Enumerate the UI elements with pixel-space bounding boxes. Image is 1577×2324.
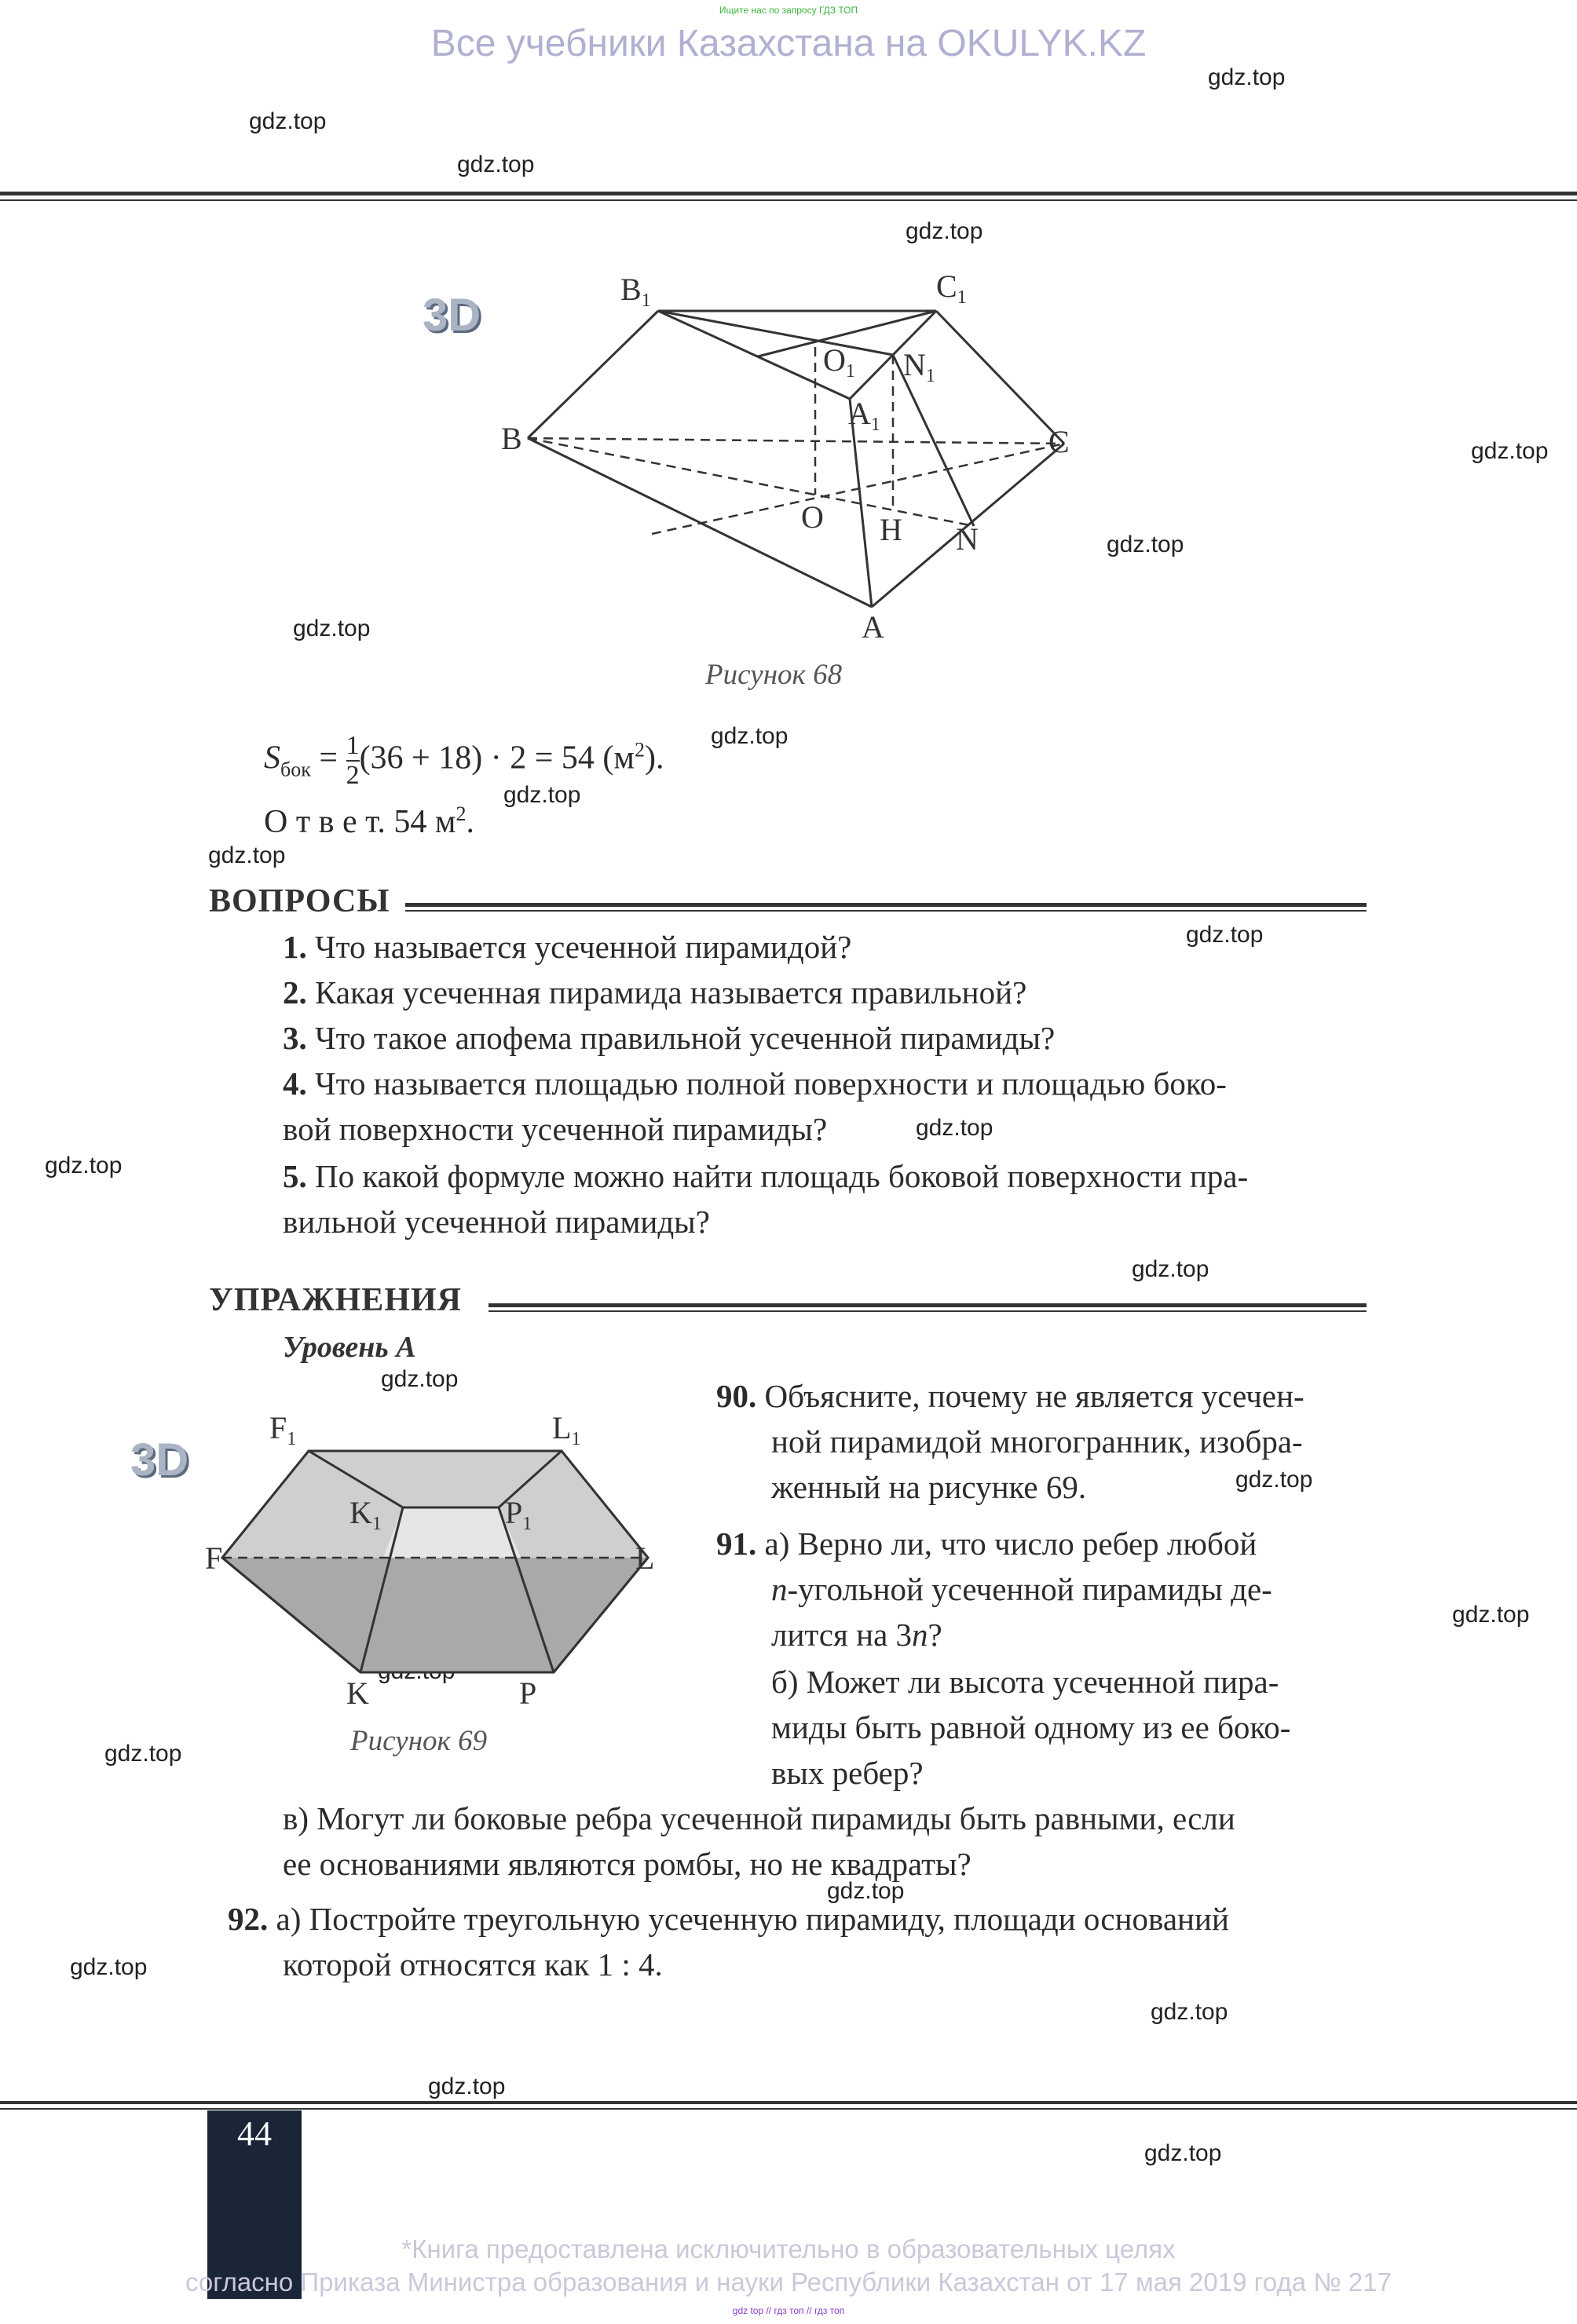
footer-links[interactable]: gdz top // гдз топ // гдз топ: [732, 2305, 845, 2316]
watermark: gdz.top: [1471, 438, 1549, 464]
watermark: gdz.top: [1235, 1467, 1313, 1493]
watermark: gdz.top: [1151, 1999, 1228, 2025]
answer-line: О т в е т. 54 $м^2$.: [264, 802, 474, 840]
label-B1: $B_1$: [620, 272, 651, 311]
watermark: gdz.top: [208, 842, 286, 868]
exercise-92-cont: которой относятся как 1 : 4.: [283, 1946, 663, 1982]
figure-69-caption: Рисунок 69: [350, 1725, 488, 1757]
watermark: gdz.top: [1452, 1602, 1530, 1628]
footer-disclaimer: *Книга предоставлена исключительно в образовательных целях: [401, 2234, 1176, 2264]
label-C1: $C_1$: [936, 269, 967, 308]
watermark: gdz.top: [503, 782, 581, 808]
exercise-91v: в) Могут ли боковые ребра усеченной пирамиды быть равными, если: [283, 1800, 1235, 1836]
watermark: gdz.top: [1107, 532, 1184, 557]
label-N: N: [956, 521, 979, 557]
watermark: gdz.top: [916, 1115, 993, 1141]
edge-BC-hidden: [528, 438, 1064, 444]
label-B: B: [501, 421, 522, 456]
3d-icon: 3D: [423, 290, 481, 341]
label-O1: $O_1$: [823, 342, 855, 382]
label-P1: $P_1$: [505, 1495, 532, 1534]
exercise-91a-cont: лится на 3n?: [771, 1617, 942, 1653]
watermark: gdz.top: [1208, 64, 1286, 90]
label-L1: $L_1$: [552, 1410, 581, 1449]
questions-heading: ВОПРОСЫ: [209, 883, 390, 919]
bottom-rule-thick: [0, 2101, 1577, 2104]
question-5: 5. По какой формуле можно найти площадь боковой поверхности пра-: [283, 1158, 1249, 1194]
top-rule-thin: [0, 199, 1577, 201]
label-K1: $K_1$: [349, 1495, 382, 1534]
label-N1: $N_1$: [903, 347, 935, 386]
exercise-90-cont: ной пирамидой многогранник, изобра-: [771, 1423, 1303, 1460]
label-F1: $F_1$: [269, 1410, 297, 1449]
footer-order: согласно Приказа Министра образования и науки Республики Казахстан от 17 мая 2019 года № 217: [185, 2267, 1392, 2297]
question-2: 2. Какая усеченная пирамида называется правильной?: [283, 974, 1027, 1010]
3d-icon: 3D: [130, 1434, 189, 1485]
exercise-91a-cont: n-угольной усеченной пирамиды де-: [771, 1571, 1272, 1607]
watermark: gdz.top: [104, 1741, 182, 1767]
exercises-rule: [488, 1303, 1367, 1307]
watermark: gdz.top: [45, 1153, 123, 1178]
watermark: gdz.top: [906, 218, 983, 244]
edge-CC1: [936, 311, 1064, 444]
exercise-91a: 91. а) Верно ли, что число ребер любой: [716, 1526, 1257, 1562]
label-A: A: [862, 609, 884, 645]
bottom-rule-thin: [0, 2108, 1577, 2110]
formula-lateral-area: $S_{бок}$ = $\frac{1}{2}$ (36 + 18) · 2 = 54 $(м^2)$.: [264, 731, 664, 790]
level-label: Уровень А: [283, 1331, 416, 1364]
watermark: gdz.top: [293, 616, 371, 641]
label-O: O: [801, 499, 824, 535]
question-3: 3. Что такое апофема правильной усеченной пирамиды?: [283, 1020, 1056, 1056]
exercise-91b-cont: вых ребер?: [771, 1755, 924, 1791]
edge-B1A1: [658, 311, 850, 399]
figure-68-frustum: [487, 259, 1131, 652]
exercise-90: 90. Объясните, почему не является усечен-: [716, 1378, 1304, 1414]
watermark: gdz.top: [1186, 922, 1264, 948]
question-4: 4. Что называется площадью полной поверхности и площадью боко-: [283, 1065, 1227, 1102]
site-title[interactable]: Все учебники Казахстана на OKULYK.KZ: [430, 23, 1147, 64]
exercise-91b: б) Может ли высота усеченной пира-: [771, 1664, 1279, 1700]
exercise-91v-cont: ее основаниями являются ромбы, но не квадраты?: [283, 1846, 971, 1882]
questions-rule-thin: [405, 910, 1367, 912]
exercise-91b-cont: миды быть равной одному из ее боко-: [771, 1709, 1291, 1745]
label-F: F: [205, 1540, 223, 1576]
label-C: C: [1048, 424, 1070, 459]
question-5-cont: вильной усеченной пирамиды?: [283, 1204, 710, 1240]
top-note: Ищите нас по запросу ГДЗ ТОП: [719, 5, 858, 16]
exercises-rule-thin: [488, 1310, 1367, 1312]
questions-rule: [405, 903, 1367, 907]
label-H: H: [880, 512, 902, 547]
watermark: gdz.top: [428, 2074, 506, 2099]
label-A1: $A_1$: [848, 396, 880, 435]
top-rule-thick: [0, 192, 1577, 195]
page-number: 44: [237, 2114, 272, 2153]
exercises-heading: УПРАЖНЕНИЯ: [209, 1282, 462, 1318]
watermark: gdz.top: [70, 1954, 148, 1980]
exercise-92: 92. а) Постройте треугольную усеченную пирамиду, площади оснований: [228, 1901, 1229, 1937]
label-K: K: [346, 1675, 369, 1711]
watermark: gdz.top: [711, 723, 788, 749]
watermark: gdz.top: [457, 152, 535, 177]
exercise-90-cont: женный на рисунке 69.: [771, 1469, 1087, 1505]
watermark: gdz.top: [1132, 1256, 1209, 1282]
watermark: gdz.top: [249, 108, 327, 134]
watermark: gdz.top: [1144, 2140, 1222, 2166]
edge-BB1: [528, 311, 658, 438]
watermark: gdz.top: [827, 1878, 905, 1904]
figure-69-frustum: [200, 1398, 671, 1727]
question-1: 1. Что называется усеченной пирамидой?: [283, 929, 852, 965]
label-L: L: [635, 1540, 655, 1576]
label-P: P: [519, 1675, 537, 1711]
figure-68-caption: Рисунок 68: [705, 659, 843, 691]
question-4-cont: вой поверхности усеченной пирамиды?: [283, 1111, 828, 1147]
watermark: gdz.top: [381, 1366, 459, 1392]
